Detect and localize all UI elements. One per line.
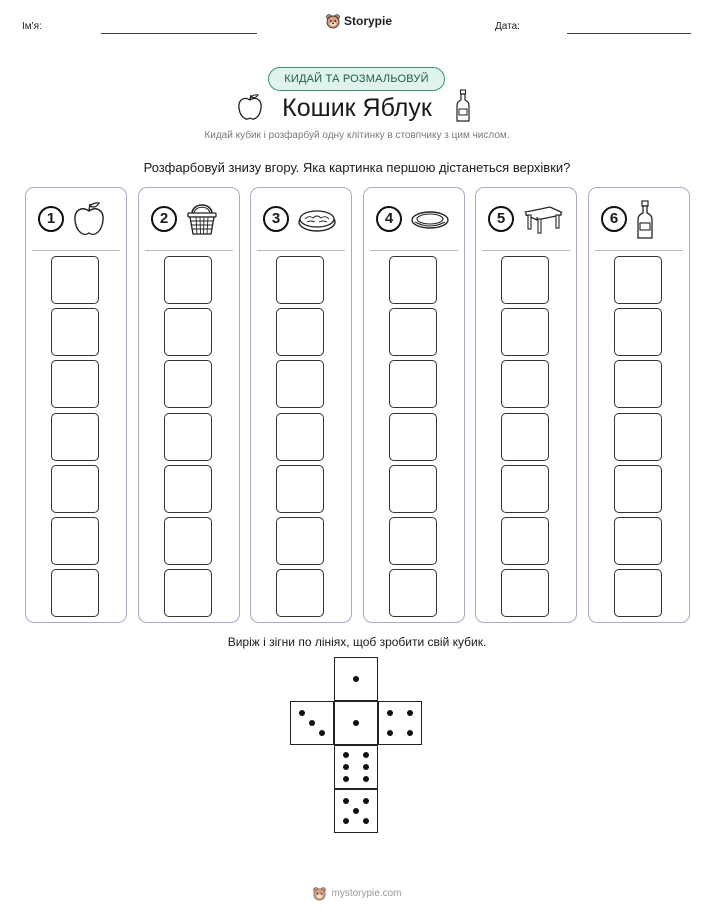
- dice-face-4: [378, 701, 422, 745]
- pie-icon: [297, 200, 337, 243]
- dice-pip: [343, 798, 349, 804]
- column-divider: [145, 250, 233, 251]
- color-cell[interactable]: [164, 413, 212, 461]
- bottle-icon: [635, 200, 655, 245]
- color-cell[interactable]: [614, 465, 662, 513]
- color-cell[interactable]: [389, 465, 437, 513]
- dice-pip: [343, 818, 349, 824]
- color-cell[interactable]: [501, 360, 549, 408]
- dice-pip: [309, 720, 315, 726]
- dice-face-1: [334, 657, 378, 701]
- color-cell[interactable]: [501, 465, 549, 513]
- color-cell[interactable]: [501, 413, 549, 461]
- color-cell[interactable]: [389, 256, 437, 304]
- column-2: [138, 187, 240, 623]
- color-cell[interactable]: [51, 517, 99, 565]
- color-cell[interactable]: [389, 360, 437, 408]
- cube-instruction: Виріж і зігни по лініях, щоб зробити свій кубик.: [227, 635, 487, 649]
- color-cell[interactable]: [614, 413, 662, 461]
- logo-text: Storypie: [344, 14, 393, 28]
- column-4: [363, 187, 465, 623]
- activity-badge: КИДАЙ ТА РОЗМАЛЬОВУЙ: [268, 67, 445, 91]
- name-label: Ім'я:: [22, 21, 42, 32]
- column-number: 4: [376, 206, 402, 232]
- date-label: Дата:: [495, 21, 520, 32]
- dice-face-5: [334, 789, 378, 833]
- dice-face-6: [334, 745, 378, 789]
- color-cell[interactable]: [51, 256, 99, 304]
- page-title: Кошик Яблук: [282, 94, 432, 122]
- dice-pip: [319, 730, 325, 736]
- color-cell[interactable]: [276, 569, 324, 617]
- color-cell[interactable]: [276, 413, 324, 461]
- column-header: [251, 200, 351, 240]
- color-cell[interactable]: [614, 517, 662, 565]
- column-divider: [482, 250, 570, 251]
- color-cell[interactable]: [501, 308, 549, 356]
- color-cell[interactable]: [276, 308, 324, 356]
- color-cell[interactable]: [164, 517, 212, 565]
- color-cell[interactable]: [276, 517, 324, 565]
- stool-icon: [522, 200, 564, 243]
- color-cell[interactable]: [51, 308, 99, 356]
- bottle-icon: [455, 89, 471, 123]
- color-cell[interactable]: [164, 308, 212, 356]
- column-divider: [370, 250, 458, 251]
- column-5: [475, 187, 577, 623]
- color-cell[interactable]: [501, 517, 549, 565]
- dice-pip: [363, 798, 369, 804]
- color-cell[interactable]: [389, 413, 437, 461]
- dice-pip: [387, 730, 393, 736]
- color-cell[interactable]: [164, 256, 212, 304]
- date-line[interactable]: [567, 33, 691, 34]
- dice-pip: [353, 808, 359, 814]
- color-cell[interactable]: [389, 569, 437, 617]
- column-header: [589, 200, 689, 240]
- column-number: 5: [488, 206, 514, 232]
- storypie-logo: [325, 13, 392, 29]
- dice-pip: [407, 730, 413, 736]
- color-cell[interactable]: [501, 569, 549, 617]
- color-cell[interactable]: [389, 517, 437, 565]
- column-6: [588, 187, 690, 623]
- column-number: 3: [263, 206, 289, 232]
- subtitle: Кидай кубик і розфарбуй одну клітинку в стовпчику з цим числом.: [204, 130, 510, 141]
- apple-icon: [72, 200, 106, 243]
- dice-pip: [363, 776, 369, 782]
- dice-pip: [363, 764, 369, 770]
- dice-pip: [407, 710, 413, 716]
- color-cell[interactable]: [164, 360, 212, 408]
- column-divider: [32, 250, 120, 251]
- dice-pip: [363, 818, 369, 824]
- dice-pip: [343, 764, 349, 770]
- color-cell[interactable]: [164, 465, 212, 513]
- column-header: [26, 200, 126, 240]
- column-number: 1: [38, 206, 64, 232]
- dice-pip: [299, 710, 305, 716]
- column-header: [476, 200, 576, 240]
- color-cell[interactable]: [501, 256, 549, 304]
- color-cell[interactable]: [276, 360, 324, 408]
- color-cell[interactable]: [389, 308, 437, 356]
- footer: [0, 886, 714, 901]
- color-cell[interactable]: [51, 465, 99, 513]
- color-cell[interactable]: [276, 465, 324, 513]
- basket-icon: [185, 200, 219, 243]
- color-cell[interactable]: [51, 413, 99, 461]
- footer-url[interactable]: mystorypie.com: [331, 888, 402, 899]
- dice-face-1: [334, 701, 378, 745]
- dice-pip: [353, 720, 359, 726]
- column-header: [139, 200, 239, 240]
- column-header: [364, 200, 464, 240]
- bear-icon: [325, 13, 341, 29]
- name-line[interactable]: [101, 33, 257, 34]
- dice-pip: [363, 752, 369, 758]
- color-cell[interactable]: [614, 360, 662, 408]
- instruction: Розфарбовуй знизу вгору. Яка картинка першою дістанеться верхівки?: [143, 160, 571, 175]
- column-number: 6: [601, 206, 627, 232]
- dice-pip: [343, 752, 349, 758]
- dice-face-3: [290, 701, 334, 745]
- column-3: [250, 187, 352, 623]
- dice-pip: [343, 776, 349, 782]
- column-divider: [257, 250, 345, 251]
- dice-pip: [353, 676, 359, 682]
- dice-pip: [387, 710, 393, 716]
- color-cell[interactable]: [614, 569, 662, 617]
- color-cell[interactable]: [164, 569, 212, 617]
- color-cell[interactable]: [51, 360, 99, 408]
- pie-dish-icon: [410, 200, 450, 243]
- bear-icon: [312, 886, 327, 901]
- column-1: [25, 187, 127, 623]
- color-cell[interactable]: [276, 256, 324, 304]
- color-cell[interactable]: [51, 569, 99, 617]
- column-number: 2: [151, 206, 177, 232]
- column-divider: [595, 250, 683, 251]
- color-cell[interactable]: [614, 256, 662, 304]
- color-cell[interactable]: [614, 308, 662, 356]
